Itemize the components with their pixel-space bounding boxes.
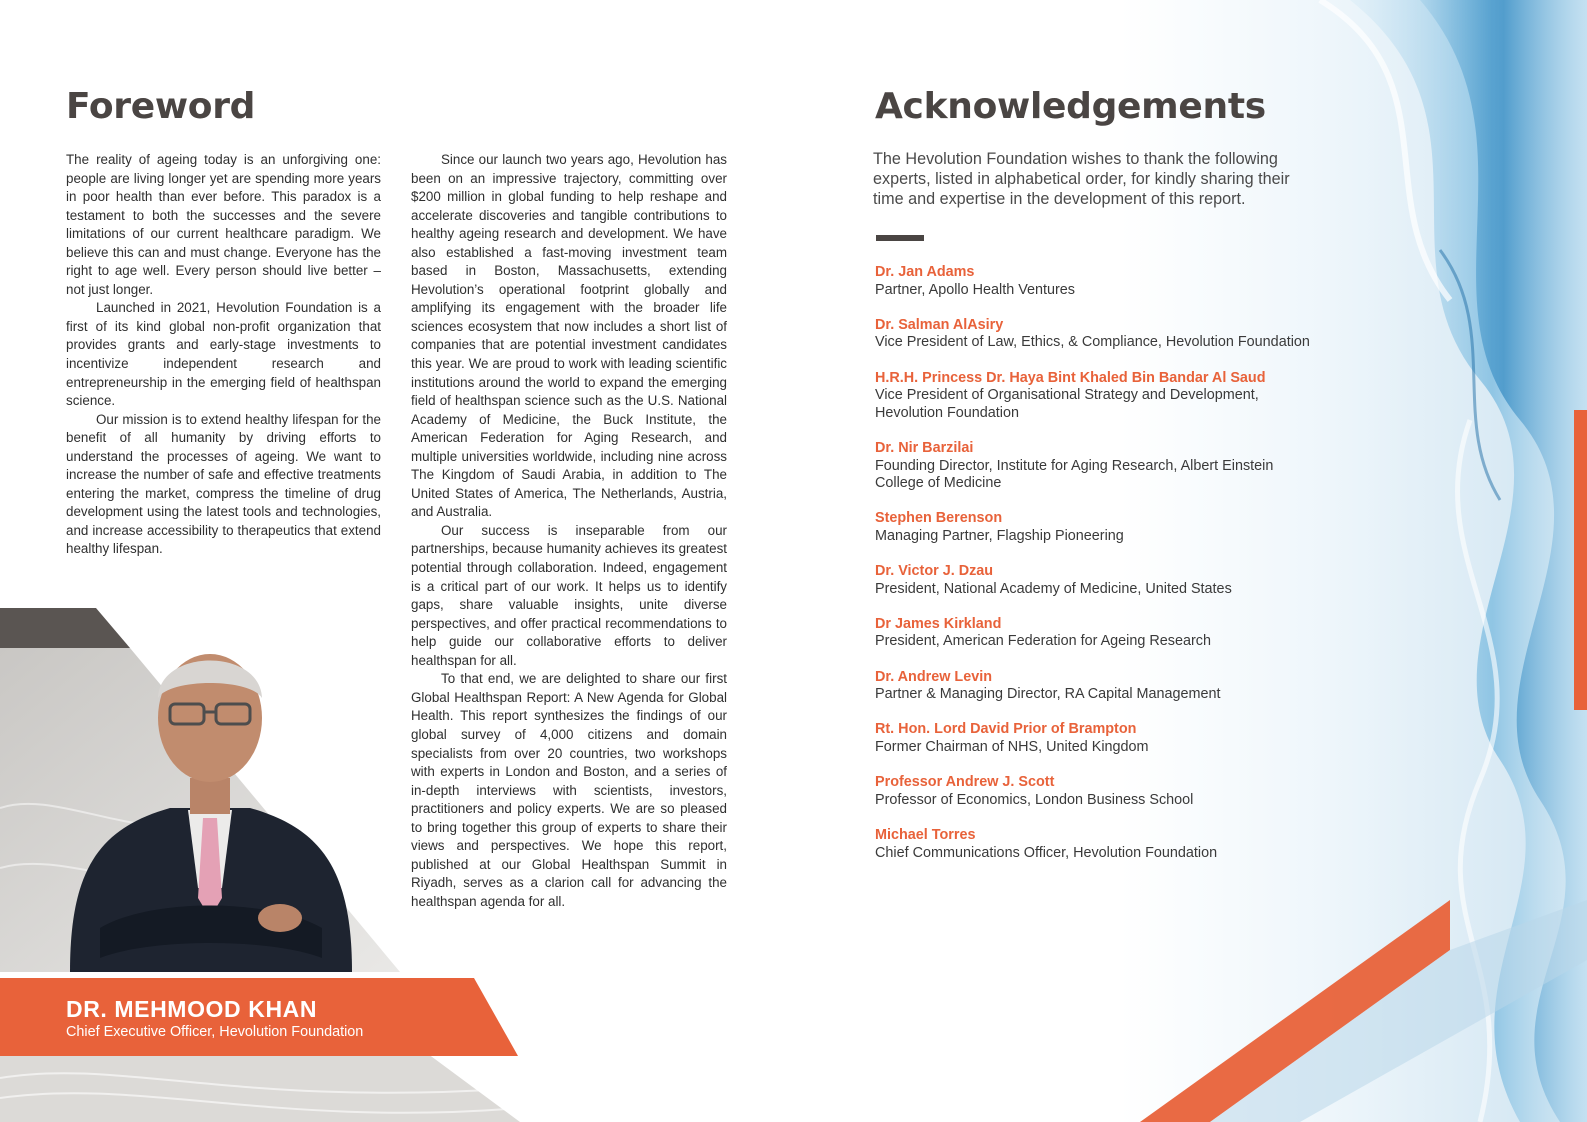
person-role: President, American Federation for Ageing Research [875,633,1211,650]
person-role: Managing Partner, Flagship Pioneering [875,527,1124,544]
person-name: Dr. Andrew Levin [875,668,993,685]
foreword-column-1 [66,151,381,559]
orange-edge-bar [1574,410,1587,710]
acknowledgements-list [875,264,1320,880]
person-name: H.R.H. Princess Dr. Haya Bint Khaled Bin Bandar Al Saud [875,369,1266,386]
list-item [875,616,1320,651]
person-name: Dr James Kirkland [875,615,1002,632]
list-item [875,440,1320,493]
list-item [875,563,1320,598]
acknowledgements-intro: The Hevolution Foundation wishes to thank the following experts, listed in alphabetical order, for kindly sharing their time and expertise in the development of this report. [873,150,1290,208]
foreword-paragraph: Since our launch two years ago, Hevolution has been on an impressive trajectory, committing over $200 million in global funding to help reshape and accelerate discoveries and tangible contributions to healthy ageing research and development. We have also established a fast-moving investment team based in Boston, Massachusetts, extending Hevolution’s operational footprint globally and amplifying its engagement with the broader life sciences ecosystem that now includes a short list of companies that are potential investment candidates this year. We are proud to work with leading scientific institutions around the world to expand the emerging field of healthspan science such as the U.S. National Academy of Medicine, the Buck Institute, the American Federation for Aging Research, and multiple universities worldwide, including nine across The Kingdom of Saudi Arabia, in addition to The United States of America, The Netherlands, Austria, and Australia. [411,152,727,520]
author-title: Chief Executive Officer, Hevolution Foundation [66,1024,364,1040]
person-name: Michael Torres [875,827,976,843]
person-role: Partner & Managing Director, RA Capital Management [875,686,1221,703]
person-name: Dr. Victor J. Dzau [875,563,994,580]
person-role: Founding Director, Institute for Aging Research, Albert Einstein College of Medicine [875,457,1274,492]
person-role: Professor of Economics, London Business School [875,791,1194,808]
list-item [875,721,1320,756]
list-item [875,317,1320,352]
person-name: Dr. Salman AlAsiry [875,316,1004,333]
person-role: Vice President of Organisational Strategy and Development, Hevolution Foundation [875,387,1259,421]
list-item [875,774,1320,809]
list-item [875,264,1320,299]
person-name: Dr. Jan Adams [875,264,975,280]
foreword-title: Foreword [66,86,256,127]
person-name: Dr. Nir Barzilai [875,439,974,456]
portrait-photo [60,628,360,972]
person-name: Rt. Hon. Lord David Prior of Brampton [875,721,1137,738]
foreword-column-2 [411,151,727,911]
person-name: Professor Andrew J. Scott [875,774,1055,791]
person-role: Former Chairman of NHS, United Kingdom [875,739,1149,756]
person-role: Partner, Apollo Health Ventures [875,281,1075,298]
acknowledgements-title: Acknowledgements [875,86,1266,127]
foreword-paragraph: The reality of ageing today is an unforgiving one: people are living longer yet are spending more years in poor health than ever before. This paradox is a testament to both the successes and the severe limitations of our current healthcare paradigm. We believe this can and must change. Everyone has the right to age well. Every person should live better – not just longer. [66,152,381,297]
list-item [875,370,1320,423]
foreword-paragraph: Launched in 2021, Hevolution Foundation is a first of its kind global non-profit organization that provides grants and early-stage investments to incentivize independent research and entrepreneurship in the emerging field of healthspan science. [66,300,381,409]
foreword-paragraph: To that end, we are delighted to share our first Global Healthspan Report: A New Agenda for Global Health. This report synthesizes the findings of our global survey of 4,000 citizens and domain specialists from over 20 countries, two workshops with experts in London and Boston, and a series of in-depth interviews with scientists, investors, practitioners and policy experts. We are so pleased to bring together this group of experts to share their views and perspectives. We hope this report, published at our Global Healthspan Summit in Riyadh, serves as a clarion call for advancing the healthspan agenda for all. [411,671,727,909]
person-role: Chief Communications Officer, Hevolution Foundation [875,844,1218,861]
person-role: President, National Academy of Medicine, United States [875,580,1232,597]
author-name: DR. MEHMOOD KHAN [66,996,318,1022]
person-role: Vice President of Law, Ethics, & Compliance, Hevolution Foundation [875,334,1310,351]
list-item [875,827,1320,862]
foreword-paragraph: Our mission is to extend healthy lifespan for the benefit of all humanity by driving efforts to understand the processes of ageing. We want to increase the number of safe and effective treatments entering the market, compress the timeline of drug development using the latest tools and technologies, and increase accessibility to therapeutics that extend healthy lifespan. [66,411,381,557]
foreword-paragraph: Our success is inseparable from our partnerships, because humanity achieves its greatest potential through collaboration. Indeed, engagement is a critical part of our work. It helps us to identify gaps, share valuable insights, unite diverse perspectives, and offer practical recommendations to help guide our collaborative efforts to deliver healthspan for all. [411,522,727,668]
list-item [875,669,1320,704]
person-name: Stephen Berenson [875,510,1003,527]
list-item [875,510,1320,545]
section-divider [876,235,924,241]
